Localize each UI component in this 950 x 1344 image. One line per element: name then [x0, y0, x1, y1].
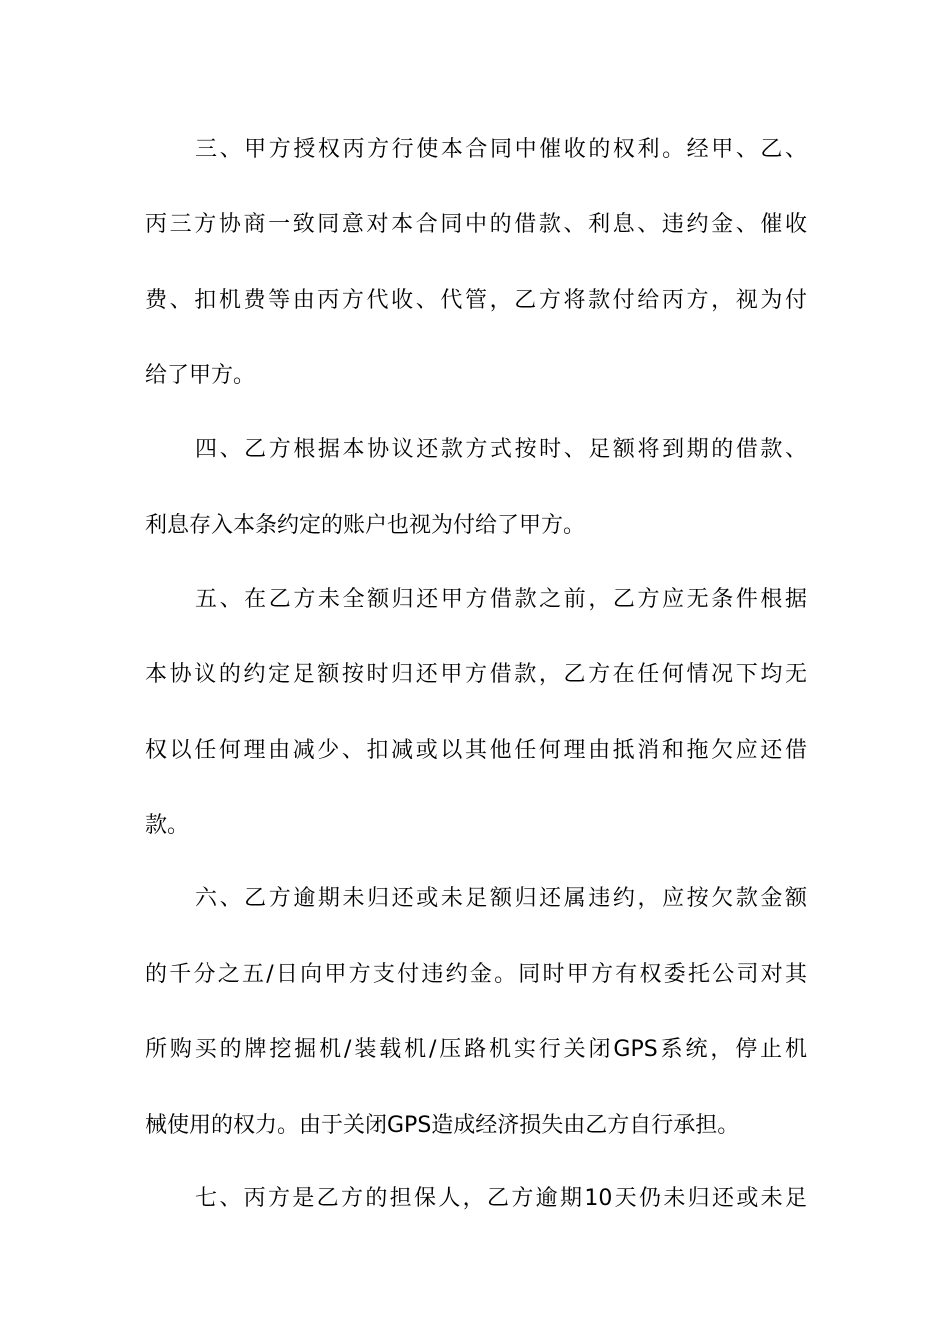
paragraph-5-line-2: 本协议的约定足额按时归还甲方借款，乙方在任何情况下均无	[145, 662, 807, 687]
paragraph-5-line-4: 款。	[145, 813, 190, 838]
paragraph-6-line-3: 所购买的牌挖掘机/装载机/压路机实行关闭GPS系统，停止机	[145, 1037, 807, 1062]
paragraph-3-line-4: 给了甲方。	[145, 363, 256, 388]
paragraph-6-line-4: 械使用的权力。由于关闭GPS造成经济损失由乙方自行承担。	[145, 1113, 740, 1138]
paragraph-5-line-1: 五、在乙方未全额归还甲方借款之前，乙方应无条件根据	[195, 587, 807, 612]
paragraph-7-line-1: 七、丙方是乙方的担保人，乙方逾期10天仍未归还或未足	[195, 1186, 807, 1211]
paragraph-6-line-1: 六、乙方逾期未归还或未足额归还属违约，应按欠款金额	[195, 886, 807, 911]
paragraph-3-line-2: 丙三方协商一致同意对本合同中的借款、利息、违约金、催收	[145, 212, 807, 237]
paragraph-3-line-1: 三、甲方授权丙方行使本合同中催收的权利。经甲、乙、	[195, 137, 807, 162]
paragraph-3-line-3: 费、扣机费等由丙方代收、代管，乙方将款付给丙方，视为付	[145, 288, 807, 313]
paragraph-4-line-1: 四、乙方根据本协议还款方式按时、足额将到期的借款、	[195, 437, 807, 462]
paragraph-4-line-2: 利息存入本条约定的账户也视为付给了甲方。	[145, 513, 586, 538]
paragraph-5-line-3: 权以任何理由减少、扣减或以其他任何理由抵消和拖欠应还借	[145, 738, 807, 763]
paragraph-6-line-2: 的千分之五/日向甲方支付违约金。同时甲方有权委托公司对其	[145, 962, 807, 987]
